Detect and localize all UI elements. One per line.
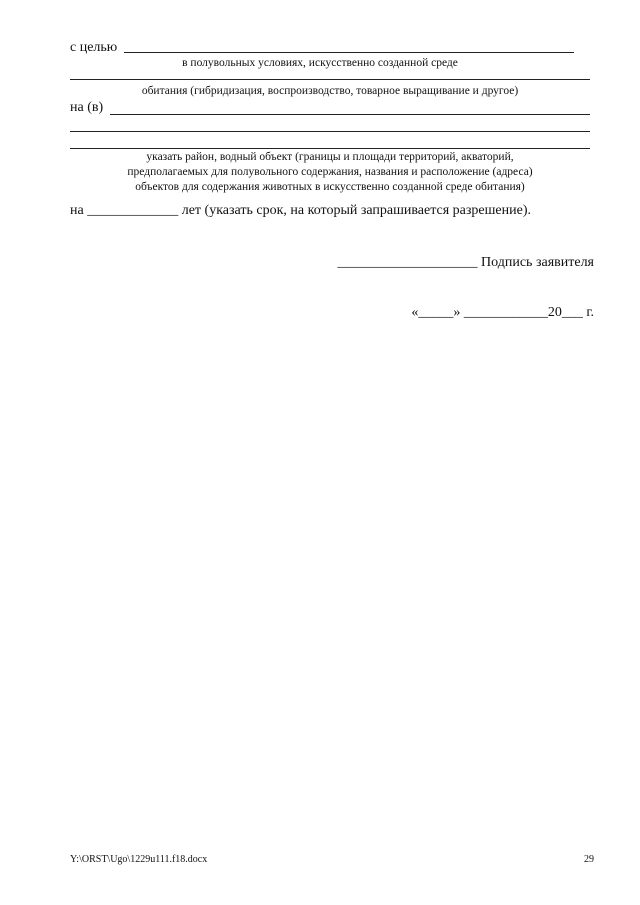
location-input-line-3[interactable]: [70, 148, 590, 149]
purpose-hint-1: в полувольных условиях, искусственно созданной среде: [182, 57, 458, 69]
term-row: [70, 204, 531, 218]
location-hint-3: объектов для содержания животных в искусственно созданной среде обитания): [135, 181, 525, 193]
location-label: на (в): [70, 100, 104, 115]
term-suffix: лет (указать срок, на который запрашивается разрешение).: [181, 203, 531, 218]
purpose-label: с целью: [70, 40, 118, 55]
signature-label: Подпись заявителя: [481, 255, 594, 270]
term-prefix: на: [70, 203, 84, 218]
purpose-input-line-2[interactable]: [70, 79, 590, 80]
term-blank[interactable]: _____________: [87, 203, 179, 218]
purpose-input-line[interactable]: [124, 52, 574, 53]
page-number: 29: [584, 854, 594, 865]
location-input-line-1[interactable]: [110, 114, 590, 115]
signature-blank[interactable]: ____________________: [337, 255, 478, 270]
location-input-line-2[interactable]: [70, 131, 590, 132]
signature-row: [338, 256, 594, 270]
location-hint-2: предполагаемых для полувольного содержания, названия и расположение (адреса): [127, 166, 533, 178]
purpose-hint-2: обитания (гибридизация, воспроизводство, товарное выращивание и другое): [141, 85, 519, 97]
location-hint-1: указать район, водный объект (границы и площади территорий, акваторий,: [146, 151, 514, 163]
date-field[interactable]: «_____» ____________20___ г.: [411, 305, 594, 320]
footer-file-path: Y:\ORST\Ugo\1229u111.f18.docx: [70, 854, 208, 865]
